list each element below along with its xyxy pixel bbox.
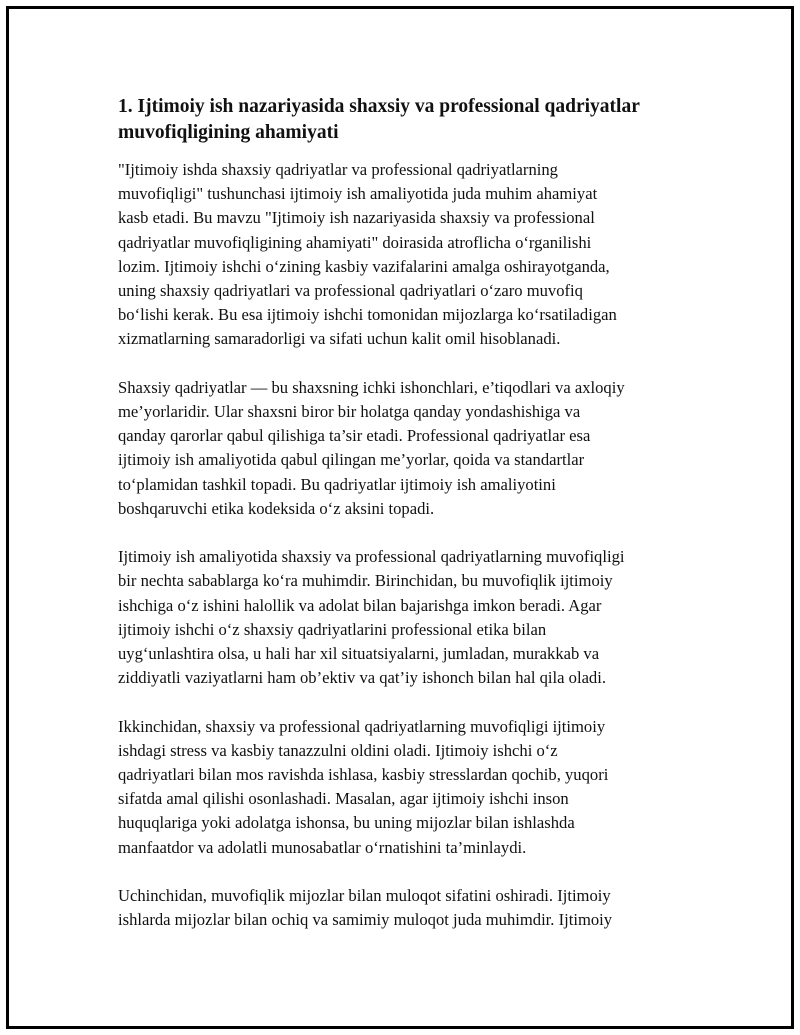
text-line: ishdagi stress va kasbiy tanazzulni oldini oladi. Ijtimoiy ishchi o‘z: [118, 740, 558, 760]
text-line: Uchinchidan, muvofiqlik mijozlar bilan muloqot sifatini oshiradi. Ijtimoiy: [118, 886, 611, 906]
paragraph-3: [118, 545, 708, 690]
paragraph-5: [118, 884, 708, 932]
text-line: huquqlariga yoki adolatga ishonsa, bu uning mijozlar bilan ishlashda: [118, 813, 575, 833]
text-line: me’yorlaridir. Ular shaxsni biror bir holatga qanday yondashishiga va: [118, 402, 581, 422]
text-line: xizmatlarning samaradorligi va sifati uchun kalit omil hisoblanadi.: [118, 329, 561, 349]
paragraph-2: [118, 376, 708, 521]
text-line: qadriyatlar muvofiqligining ahamiyati" doirasida atroflicha o‘rganilishi: [118, 232, 592, 252]
text-line: ijtimoiy ish amaliyotida qabul qilingan me’yorlar, qoida va standartlar: [118, 450, 585, 470]
text-line: uyg‘unlashtira olsa, u hali har xil situatsiyalarni, jumladan, murakkab va: [118, 644, 600, 664]
paragraph-4: [118, 715, 708, 860]
text-line: uning shaxsiy qadriyatlari va professional qadriyatlari o‘zaro muvofiq: [118, 281, 583, 301]
text-line: qanday qarorlar qabul qilishiga ta’sir etadi. Professional qadriyatlar esa: [118, 426, 591, 446]
paragraph-1: [118, 158, 708, 352]
section-title: [118, 94, 708, 146]
text-line: boshqaruvchi etika kodeksida o‘z aksini topadi.: [118, 498, 435, 518]
text-line: sifatda amal qilishi osonlashadi. Masalan, agar ijtimoiy ishchi inson: [118, 789, 569, 809]
text-line: manfaatdor va adolatli munosabatlar o‘rnatishini ta’minlaydi.: [118, 837, 527, 857]
text-line: lozim. Ijtimoiy ishchi o‘zining kasbiy vazifalarini amalga oshirayotganda,: [118, 256, 610, 276]
text-line: to‘plamidan tashkil topadi. Bu qadriyatlar ijtimoiy ish amaliyotini: [118, 474, 556, 494]
title-line: muvofiqligining ahamiyati: [118, 122, 339, 143]
text-line: bo‘lishi kerak. Bu esa ijtimoiy ishchi tomonidan mijozlarga ko‘rsatiladigan: [118, 305, 617, 325]
text-line: Ikkinchidan, shaxsiy va professional qadriyatlarning muvofiqligi ijtimoiy: [118, 716, 606, 736]
title-line: 1. Ijtimoiy ish nazariyasida shaxsiy va professional qadriyatlar: [118, 96, 640, 117]
text-line: bir nechta sabablarga ko‘ra muhimdir. Birinchidan, bu muvofiqlik ijtimoiy: [118, 571, 613, 591]
text-line: ishchiga o‘z ishini halollik va adolat bilan bajarishga imkon beradi. Agar: [118, 595, 602, 615]
document-body: [118, 94, 708, 957]
text-line: kasb etadi. Bu mavzu "Ijtimoiy ish nazariyasida shaxsiy va professional: [118, 208, 595, 228]
text-line: muvofiqligi" tushunchasi ijtimoiy ish amaliyotida juda muhim ahamiyat: [118, 184, 598, 204]
text-line: Shaxsiy qadriyatlar — bu shaxsning ichki ishonchlari, e’tiqodlari va axloqiy: [118, 377, 625, 397]
text-line: ziddiyatli vaziyatlarni ham ob’ektiv va qat’iy ishonch bilan hal qila oladi.: [118, 668, 606, 688]
text-line: "Ijtimoiy ishda shaxsiy qadriyatlar va professional qadriyatlarning: [118, 160, 558, 179]
text-line: ijtimoiy ishchi o‘z shaxsiy qadriyatlarini professional etika bilan: [118, 619, 547, 639]
text-line: ishlarda mijozlar bilan ochiq va samimiy muloqot juda muhimdir. Ijtimoiy: [118, 910, 613, 930]
text-line: qadriyatlari bilan mos ravishda ishlasa, kasbiy stresslardan qochib, yuqori: [118, 765, 609, 785]
text-line: Ijtimoiy ish amaliyotida shaxsiy va professional qadriyatlarning muvofiqligi: [118, 547, 625, 567]
